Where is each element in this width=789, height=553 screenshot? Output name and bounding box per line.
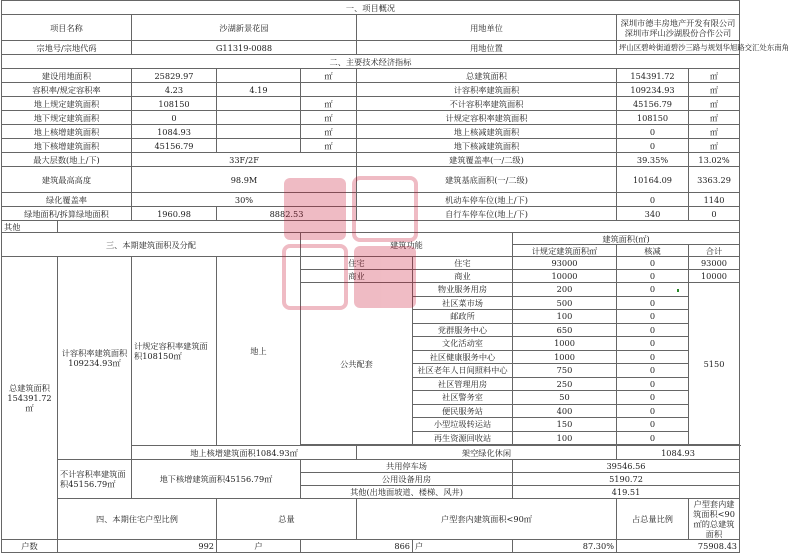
indicator-value: 0 [132, 111, 217, 125]
indicator-row [2, 83, 740, 97]
indicator-unit-right: ㎡ [689, 111, 740, 125]
ratio-value: 87.30% [513, 540, 617, 553]
small-unit-count: 866 [301, 540, 413, 553]
indicator-unit-right: ㎡ [689, 125, 740, 139]
public-item-check: 0 [617, 404, 689, 418]
indicator-value-right: 154391.72 [617, 69, 689, 83]
public-item-name: 小型垃圾转运站 [413, 418, 513, 432]
public-item-check: 0 [617, 418, 689, 432]
residential-check: 0 [617, 257, 689, 270]
public-item-value: 500 [513, 296, 617, 310]
other-value [58, 221, 740, 233]
indicator-unit-right: ㎡ [689, 83, 740, 97]
core-add-name: 架空绿化休闲 [357, 446, 617, 460]
indicator-label: 建设用地面积 [2, 69, 132, 83]
other-label: 其他 [2, 221, 58, 233]
green-area-value-2: 8882.53 [217, 207, 357, 221]
public-item-name: 文化活动室 [413, 337, 513, 351]
car-parking-label: 机动车停车位(地上/下) [357, 193, 617, 207]
location-value: 坪山区碧岭街道碧沙三路与规划华旭路交汇处东南角 [617, 41, 740, 55]
base-area-label: 建筑基底面积(一/二级) [357, 167, 617, 193]
floors-label: 最大层数(地上/下) [2, 153, 132, 167]
indicator-value: 1084.93 [132, 125, 217, 139]
commercial-name: 商业 [413, 270, 513, 283]
underground-area-label: 地下核增建筑面积45156.79㎡ [132, 460, 301, 499]
public-item-value: 100 [513, 310, 617, 324]
indicator-label-right: 地下核减建筑面积 [357, 139, 617, 153]
indicator-label-right: 总建筑面积 [357, 69, 617, 83]
indicator-label: 容积率/规定容积率 [2, 83, 132, 97]
coverage-value-1: 39.35% [617, 153, 689, 167]
indicator-unit-right: ㎡ [689, 69, 740, 83]
car-parking-value-2: 1140 [689, 193, 740, 207]
green-rate-value: 30% [132, 193, 357, 207]
public-item-check: 0 [617, 350, 689, 364]
parking-name: 共用停车场 [301, 460, 513, 473]
small-unit-unit: 户 [413, 540, 513, 553]
noncount-area-label: 不计容积率建筑面积45156.79㎡ [58, 460, 132, 499]
indicator-unit: ㎡ [301, 111, 357, 125]
indicator-label-right: 计容积率建筑面积 [357, 83, 617, 97]
indicator-unit-right: ㎡ [689, 139, 740, 153]
indicator-value-2 [217, 97, 301, 111]
core-add-value: 1084.93 [617, 446, 740, 460]
parcel-label: 宗地号/宗地代码 [2, 41, 132, 55]
indicator-label: 地上核增建筑面积 [2, 125, 132, 139]
bike-parking-value-1: 340 [617, 207, 689, 221]
public-item-check: 0 [617, 391, 689, 405]
indicator-value-right: 0 [617, 125, 689, 139]
indicator-row [2, 139, 740, 153]
public-item-name: 再生资源回收站 [413, 431, 513, 445]
public-item-value: 750 [513, 364, 617, 378]
indicator-value-right: 108150 [617, 111, 689, 125]
commercial-total: 10000 [689, 270, 740, 283]
public-item-value: 1000 [513, 350, 617, 364]
coverage-value-2: 13.02% [689, 153, 740, 167]
indicator-label: 地上规定建筑面积 [2, 97, 132, 111]
indicator-row [2, 125, 740, 139]
bike-parking-label: 自行车停车位(地上/下) [357, 207, 617, 221]
public-item-check: 0 [617, 283, 689, 297]
public-item-name: 社区菜市场 [413, 296, 513, 310]
land-unit-line-2: 深圳市坪山沙湖股份合作公司 [624, 27, 732, 38]
commercial-check: 0 [617, 270, 689, 283]
car-parking-value-1: 0 [617, 193, 689, 207]
residential-planned: 93000 [513, 257, 617, 270]
green-area-value-1: 1960.98 [132, 207, 217, 221]
indicator-unit: ㎡ [301, 125, 357, 139]
households-value: 992 [58, 540, 217, 553]
indicator-value: 45156.79 [132, 139, 217, 153]
green-rate-label: 绿化覆盖率 [2, 193, 132, 207]
building-function-header: 建筑功能 [301, 233, 513, 257]
public-item-name: 物业服务用房 [413, 283, 513, 297]
base-area-value-2: 3363.29 [689, 167, 740, 193]
small-unit-area-value: 75908.43 [617, 540, 740, 553]
public-item-name: 邮政所 [413, 310, 513, 324]
indicator-value: 4.23 [132, 83, 217, 97]
indicator-label: 地下核增建筑面积 [2, 139, 132, 153]
total-area-label: 总建筑面积154391.72㎡ [2, 257, 58, 540]
cell-marker [677, 289, 679, 292]
public-item-check: 0 [617, 323, 689, 337]
other-facility-name: 其他(出地面坡道、楼梯、风井) [301, 486, 513, 499]
parking-value: 39546.56 [513, 460, 740, 473]
indicator-value-right: 0 [617, 139, 689, 153]
other-facility-value: 419.51 [513, 486, 740, 499]
indicator-label: 地下规定建筑面积 [2, 111, 132, 125]
small-unit-area-label: 户型套内建筑面积<90㎡的总建筑面积 [689, 499, 740, 540]
public-item-name: 社区管理用房 [413, 377, 513, 391]
residential-category: 住宅 [301, 257, 413, 270]
indicator-value-right: 109234.93 [617, 83, 689, 97]
indicator-label-right: 计规定容积率建筑面积 [357, 111, 617, 125]
public-item-value: 100 [513, 431, 617, 445]
public-item-check: 0 [617, 296, 689, 310]
public-item-value: 150 [513, 418, 617, 432]
public-item-name: 便民服务站 [413, 404, 513, 418]
indicator-value: 108150 [132, 97, 217, 111]
indicator-value: 25829.97 [132, 69, 217, 83]
indicator-unit [301, 83, 357, 97]
indicator-value-2: 4.19 [217, 83, 301, 97]
section-4-title: 四、本期住宅户型比例 [58, 499, 217, 540]
public-facilities-label: 公共配套 [301, 283, 413, 445]
planned-area-label: 计规定容积率建筑面积108150㎡ [132, 257, 217, 446]
public-item-value: 200 [513, 283, 617, 297]
base-area-value-1: 10164.09 [617, 167, 689, 193]
households-label: 户数 [2, 540, 58, 553]
indicator-unit-right: ㎡ [689, 97, 740, 111]
total-quantity-label: 总量 [217, 499, 357, 540]
public-item-value: 250 [513, 377, 617, 391]
floors-value: 33F/2F [132, 153, 357, 167]
unit-size-label: 户型套内建筑面积<90㎡ [357, 499, 617, 540]
bike-parking-value-2: 0 [689, 207, 740, 221]
indicator-row [2, 69, 740, 83]
location-label: 用地位置 [357, 41, 617, 55]
public-item-name: 社区警务室 [413, 391, 513, 405]
far-area-label: 计容积率建筑面积109234.93㎡ [58, 257, 132, 460]
col-total-header: 合计 [689, 245, 740, 257]
land-unit-value [617, 15, 740, 41]
indicator-value-right: 45156.79 [617, 97, 689, 111]
indicator-label-right: 不计容积率建筑面积 [357, 97, 617, 111]
project-name-value: 沙湖新景花园 [132, 15, 357, 41]
land-unit-label: 用地单位 [357, 15, 617, 41]
public-item-value: 650 [513, 323, 617, 337]
public-item-check: 0 [617, 337, 689, 351]
residential-total: 93000 [689, 257, 740, 270]
green-area-label: 绿地面积/拆算绿地面积 [2, 207, 132, 221]
public-item-value: 1000 [513, 337, 617, 351]
indicator-value-2 [217, 111, 301, 125]
project-name-label: 项目名称 [2, 15, 132, 41]
public-total: 5150 [689, 283, 740, 445]
indicator-label-right: 地上核减建筑面积 [357, 125, 617, 139]
section-1-title: 一、项目概况 [2, 1, 740, 15]
area-header: 建筑面积(㎡) [513, 233, 740, 245]
indicator-value-2 [217, 69, 301, 83]
height-value: 98.9M [132, 167, 357, 193]
indicator-value-2 [217, 139, 301, 153]
height-label: 建筑最高高度 [2, 167, 132, 193]
households-unit: 户 [217, 540, 301, 553]
indicator-row [2, 111, 740, 125]
indicator-table [1, 0, 789, 553]
equipment-room-name: 公用设备用房 [301, 473, 513, 486]
indicator-row [2, 97, 740, 111]
ratio-label: 占总量比例 [617, 499, 689, 540]
section-2-title: 二、主要技术经济指标 [2, 55, 740, 69]
land-unit-line-1: 深圳市德丰房地产开发有限公司 [620, 17, 736, 28]
public-item-check: 0 [617, 310, 689, 324]
public-item-value: 50 [513, 391, 617, 405]
coverage-label: 建筑覆盖率(一/二级) [357, 153, 617, 167]
indicator-unit: ㎡ [301, 139, 357, 153]
public-item-name: 社区健康服务中心 [413, 350, 513, 364]
equipment-room-value: 5190.72 [513, 473, 740, 486]
public-item-check: 0 [617, 377, 689, 391]
ground-label: 地上 [217, 257, 301, 446]
indicator-value-2 [217, 125, 301, 139]
col-check-header: 核减 [617, 245, 689, 257]
public-item-value: 400 [513, 404, 617, 418]
core-add-label: 地上核增建筑面积1084.93㎡ [132, 446, 357, 460]
public-item-check: 0 [617, 431, 689, 445]
parcel-value: G11319-0088 [132, 41, 357, 55]
section-3-title: 三、本期建筑面积及分配 [2, 233, 301, 257]
public-item-name: 党群服务中心 [413, 323, 513, 337]
residential-name: 住宅 [413, 257, 513, 270]
public-item-name: 社区老年人日间照料中心 [413, 364, 513, 378]
indicator-unit: ㎡ [301, 69, 357, 83]
commercial-planned: 10000 [513, 270, 617, 283]
public-item-check: 0 [617, 364, 689, 378]
commercial-category: 商业 [301, 270, 413, 283]
indicator-unit: ㎡ [301, 97, 357, 111]
col-planned-header: 计规定建筑面积㎡ [513, 245, 617, 257]
